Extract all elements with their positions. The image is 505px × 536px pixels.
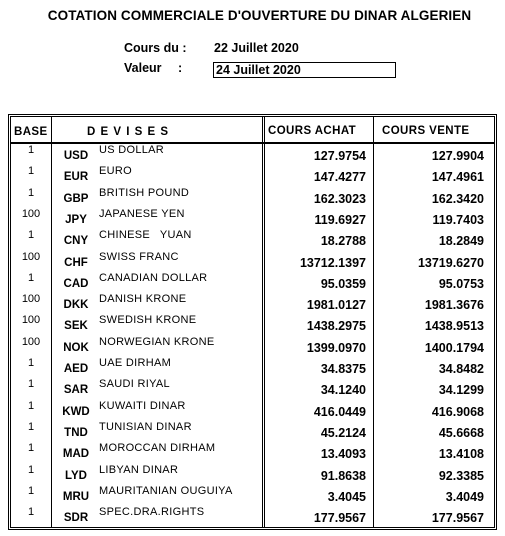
table-row	[11, 336, 494, 357]
base-cell: 1	[27, 506, 35, 519]
table-row	[11, 464, 494, 485]
currency-code: JPY	[65, 213, 87, 226]
base-cell: 100	[21, 207, 41, 220]
table-row	[11, 187, 494, 208]
currency-code: CHF	[64, 256, 88, 269]
cours-achat-cell: 34.8375	[320, 362, 366, 376]
currency-code: MRU	[62, 490, 90, 503]
currency-code: CNY	[63, 235, 89, 248]
cours-vente-cell: 119.7403	[432, 212, 484, 227]
header-base: BASE	[14, 126, 48, 138]
valeur-label: Valeur	[124, 61, 162, 75]
base-cell: 100	[21, 314, 41, 327]
currency-code: CAD	[63, 277, 89, 290]
cours-label: Cours du :	[124, 41, 187, 55]
valeur-date-box: 24 Juillet 2020	[213, 62, 396, 78]
cours-achat-cell: 34.1240	[320, 383, 366, 398]
cours-vente-cell: 34.1299	[438, 383, 484, 398]
cours-vente-cell: 92.3385	[438, 468, 484, 483]
header-devises: D E V I S E S	[87, 126, 170, 138]
cours-achat-cell: 45.2124	[320, 425, 366, 440]
cours-vente-cell: 1400.1794	[424, 340, 484, 355]
table-row	[11, 208, 494, 229]
currency-code: GBP	[63, 192, 89, 205]
cours-achat-cell: 95.0359	[320, 276, 366, 291]
currency-name: SWEDISH KRONE	[99, 314, 197, 327]
currency-name: MAURITANIAN OUGUIYA	[99, 484, 233, 497]
currency-name: LIBYAN DINAR	[99, 463, 179, 476]
base-cell: 1	[27, 442, 35, 455]
cours-achat-cell: 1981.0127	[306, 298, 366, 313]
currency-code: DKK	[63, 299, 89, 312]
base-cell: 1	[27, 186, 35, 199]
table-row	[11, 144, 494, 165]
currency-name: DANISH KRONE	[99, 293, 187, 306]
cours-achat-cell: 13712.1397	[299, 255, 366, 270]
currency-name: TUNISIAN DINAR	[99, 420, 192, 433]
cours-vente-cell: 1438.9513	[424, 319, 484, 334]
rates-table	[8, 114, 497, 530]
cours-achat-cell: 127.9754	[313, 149, 366, 163]
currency-name: NORWEGIAN KRONE	[99, 335, 215, 348]
cours-achat-cell: 18.2788	[320, 234, 366, 249]
currency-name: SWISS FRANC	[99, 250, 179, 263]
base-cell: 1	[27, 463, 35, 476]
base-cell: 1	[27, 357, 35, 369]
cours-vente-cell: 147.4961	[431, 170, 484, 185]
currency-code: LYD	[65, 469, 87, 482]
cours-vente-cell: 13.4108	[438, 447, 484, 462]
cours-achat-cell: 147.4277	[313, 170, 366, 185]
table-row	[11, 293, 494, 314]
base-cell: 1	[27, 229, 35, 242]
table-row	[11, 421, 494, 442]
cours-vente-cell: 1981.3676	[424, 298, 484, 313]
currency-name: US DOLLAR	[99, 144, 165, 156]
currency-code: SEK	[64, 320, 88, 333]
currency-code: MAD	[62, 448, 90, 461]
cours-vente-cell: 13719.6270	[417, 255, 484, 270]
table-row	[11, 400, 494, 421]
currency-code: USD	[63, 150, 89, 162]
table-row	[11, 229, 494, 250]
currency-code: EUR	[63, 171, 89, 184]
base-cell: 1	[27, 399, 35, 412]
base-cell: 100	[21, 335, 41, 348]
cours-vente-cell: 127.9904	[431, 149, 484, 163]
currency-code: SDR	[63, 512, 89, 525]
valeur-colon: :	[178, 61, 183, 75]
currency-code: TND	[64, 426, 88, 439]
header-cours-vente: COURS VENTE	[382, 125, 470, 137]
base-cell: 1	[27, 271, 35, 284]
cours-achat-cell: 1438.2975	[306, 319, 366, 334]
cours-vente-cell: 34.8482	[438, 362, 484, 376]
cours-vente-cell: 45.6668	[438, 425, 484, 440]
cours-achat-cell: 3.4045	[327, 489, 366, 504]
cours-achat-cell: 13.4093	[320, 447, 366, 462]
cours-vente-cell: 18.2849	[438, 234, 484, 249]
currency-name: CANADIAN DOLLAR	[99, 271, 208, 284]
cours-vente-cell: 177.9567	[431, 511, 484, 526]
table-row	[11, 251, 494, 272]
document-title: COTATION COMMERCIALE D'OUVERTURE DU DINAR ALGERIEN	[47, 8, 472, 23]
cours-achat-cell: 416.0449	[313, 404, 366, 419]
currency-name: KUWAITI DINAR	[99, 399, 186, 412]
currency-code: AED	[63, 363, 89, 375]
table-row	[11, 314, 494, 335]
cours-vente-cell: 3.4049	[445, 489, 484, 504]
table-row	[11, 442, 494, 463]
base-cell: 1	[27, 165, 35, 178]
base-cell: 100	[21, 293, 41, 306]
cours-vente-cell: 162.3420	[431, 191, 484, 206]
currency-name: SAUDI RIYAL	[99, 378, 170, 391]
cours-achat-cell: 177.9567	[313, 511, 366, 526]
cours-date: 22 Juillet 2020	[214, 41, 299, 55]
base-cell: 1	[27, 420, 35, 433]
cours-achat-cell: 119.6927	[314, 212, 366, 227]
currency-code: SAR	[63, 384, 89, 397]
currency-code: KWD	[62, 405, 90, 418]
base-cell: 1	[27, 378, 35, 391]
table-row	[11, 485, 494, 506]
base-cell: 100	[21, 250, 41, 263]
cours-achat-cell: 1399.0970	[306, 340, 366, 355]
currency-name: JAPANESE YEN	[99, 207, 185, 220]
currency-name: UAE DIRHAM	[99, 357, 172, 369]
table-row	[11, 378, 494, 399]
cours-achat-cell: 162.3023	[313, 191, 366, 206]
cours-achat-cell: 91.8638	[320, 468, 366, 483]
currency-name: EURO	[99, 165, 132, 178]
currency-name: CHINESE YUAN	[99, 229, 192, 242]
table-row	[11, 272, 494, 293]
table-row	[11, 165, 494, 186]
base-cell: 1	[27, 144, 35, 156]
currency-code: NOK	[63, 341, 89, 354]
currency-name: BRITISH POUND	[99, 186, 190, 199]
base-cell: 1	[27, 484, 35, 497]
header-cours-achat: COURS ACHAT	[268, 125, 357, 137]
currency-name: SPEC.DRA.RIGHTS	[99, 506, 205, 519]
currency-name: MOROCCAN DIRHAM	[99, 442, 216, 455]
cours-vente-cell: 416.9068	[431, 404, 484, 419]
table-row	[11, 357, 494, 378]
table-row	[11, 506, 494, 527]
cours-vente-cell: 95.0753	[438, 276, 484, 291]
